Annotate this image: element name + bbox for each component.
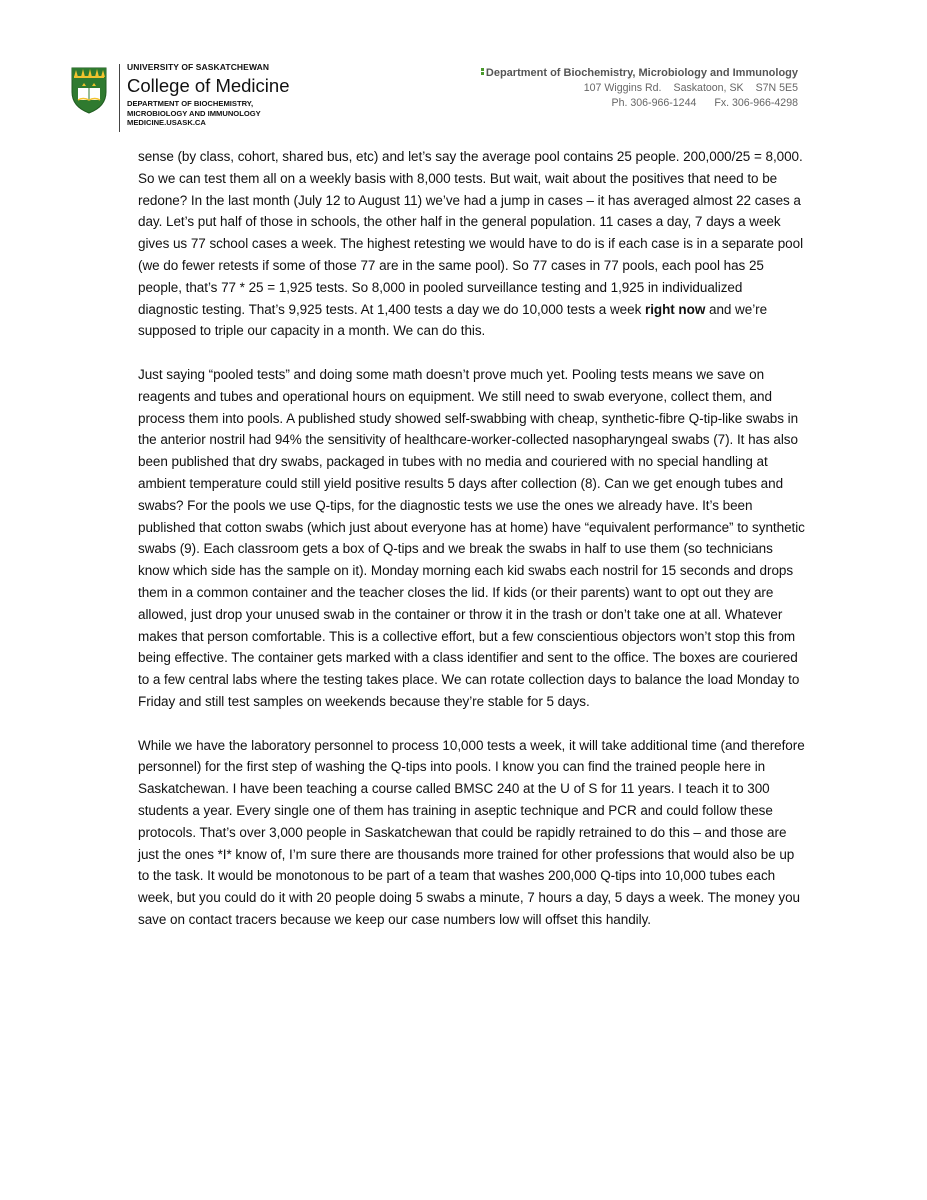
department-line-2: MICROBIOLOGY AND IMMUNOLOGY <box>127 108 261 118</box>
paragraph-1-bold: right now <box>644 301 706 317</box>
street-address <box>481 81 798 96</box>
logo-wordmark <box>127 62 337 128</box>
city: Saskatoon, SK <box>673 82 744 94</box>
paragraph-2: Just saying “pooled tests” and doing some math doesn’t prove much yet. Pooling tests means we save on reagents and tubes and operational hours on equipment. We still need to swab everyone, collect them, and process them into pools. A published study showed self-swabbing with cheap, synthetic-fibre Q-tip-like swabs in the anterior nostril had 94% the sensitivity of healthcare-worker-collected nasopharyngeal swabs (7). It has also been published that dry swabs, packaged in tubes with no media and couriered with no special handling at ambient temperature could still yield positive results 5 days after collection (8). Can we get enough tubes and swabs? For the pools we use Q-tips, for the diagnostic tests we use the ones we already have. It’s been published that cotton swabs (which just about everyone has at home) have “equivalent performance” to synthetic swabs (9). Each classroom gets a box of Q-tips and we break the swabs in half to use them (so technicians know which side has the sample on it). Monday morning each kid swabs each nostril for 15 seconds and drops them in a common container and the teacher closes the lid. If kids (or their parents) want to opt out they are allowed, just drop your unused swab in the container or throw it in the trash or don’t take one at all. Whatever makes that person comfortable. This is a collective effort, but a few conscientious objectors won’t stop this from being effective. The container gets marked with a class identifier and sent to the office. The boxes are couriered to a few central labs where the testing takes place. We can rotate collection days to balance the load Monday to Friday and still test samples on weekends because they’re stable for 5 days. <box>138 366 805 709</box>
website-line: MEDICINE.USASK.CA <box>127 118 206 128</box>
paragraph-1-text-a: sense (by class, cohort, shared bus, etc) and let’s say the average pool contains 25 people. 200,000/25 = 8,000. So we can test them all on a weekly basis with 8,000 tests. But wait, wait about the positives that need to be redone? In the last month (July 12 to August 11) we’ve had a jump in cases – it has averaged almost 22 cases a day. Let’s put half of those in schools, the other half in the general population. 11 cases a day, 7 days a week gives us 77 school cases a week. The highest retesting we would have to do is if each case is in a separate pool (we do fewer retests if some of those 77 are in the same pool). So 77 cases in 77 pools, each pool has 25 people, that’s 77 * 25 = 1,925 tests. So 8,000 in pooled surveillance testing and 1,925 in individualized diagnostic testing. That’s 9,925 tests. At 1,400 tests a day we do 10,000 tests a week <box>138 149 804 317</box>
contact-line <box>481 96 798 111</box>
department-title <box>481 66 798 81</box>
phone: Ph. 306-966-1244 <box>611 97 697 109</box>
college-name: College of Medicine <box>127 75 290 96</box>
street: 107 Wiggins Rd. <box>583 82 662 94</box>
fax: Fx. 306-966-4298 <box>714 97 798 109</box>
logo-divider <box>119 64 120 132</box>
paragraph-1 <box>138 146 806 342</box>
department-lines <box>127 99 337 128</box>
university-name: UNIVERSITY OF SASKATCHEWAN <box>127 62 270 72</box>
department-line-1: DEPARTMENT OF BIOCHEMISTRY, <box>127 99 254 108</box>
paragraph-1-text-b: and we’re supposed to triple our capacity in a month. We can do this. <box>138 301 768 339</box>
letter-body <box>138 146 806 952</box>
bullet-mark-icon <box>481 68 484 77</box>
address-block <box>481 66 798 111</box>
letterhead-logo <box>70 62 330 136</box>
paragraph-3: While we have the laboratory personnel to process 10,000 tests a week, it will take additional time (and therefore personnel) for the first step of washing the Q-tips into pools. I know you can find the trained people here in Saskatchewan. I have been teaching a course called BMSC 240 at the U of S for 11 years. I teach it to 300 students a year. Every single one of them has training in aseptic technique and PCR and could follow these protocols. That’s over 3,000 people in Saskatchewan that could be rapidly retrained to do this – and those are just the ones *I* know of, I’m sure there are thousands more trained for other professions that would also be up to the task. It would be monotonous to be part of a team that washes 200,000 Q-tips into 10,000 tubes each week, but you could do it with 20 people doing 5 swabs a minute, 7 hours a day, 5 days a week. The money you save on contact tracers because we keep our case numbers low will offset this handily. <box>138 737 805 927</box>
postal-code: S7N 5E5 <box>755 82 798 94</box>
university-shield-icon <box>70 66 108 114</box>
department-title-text: Department of Biochemistry, Microbiology and Immunology <box>485 67 798 79</box>
